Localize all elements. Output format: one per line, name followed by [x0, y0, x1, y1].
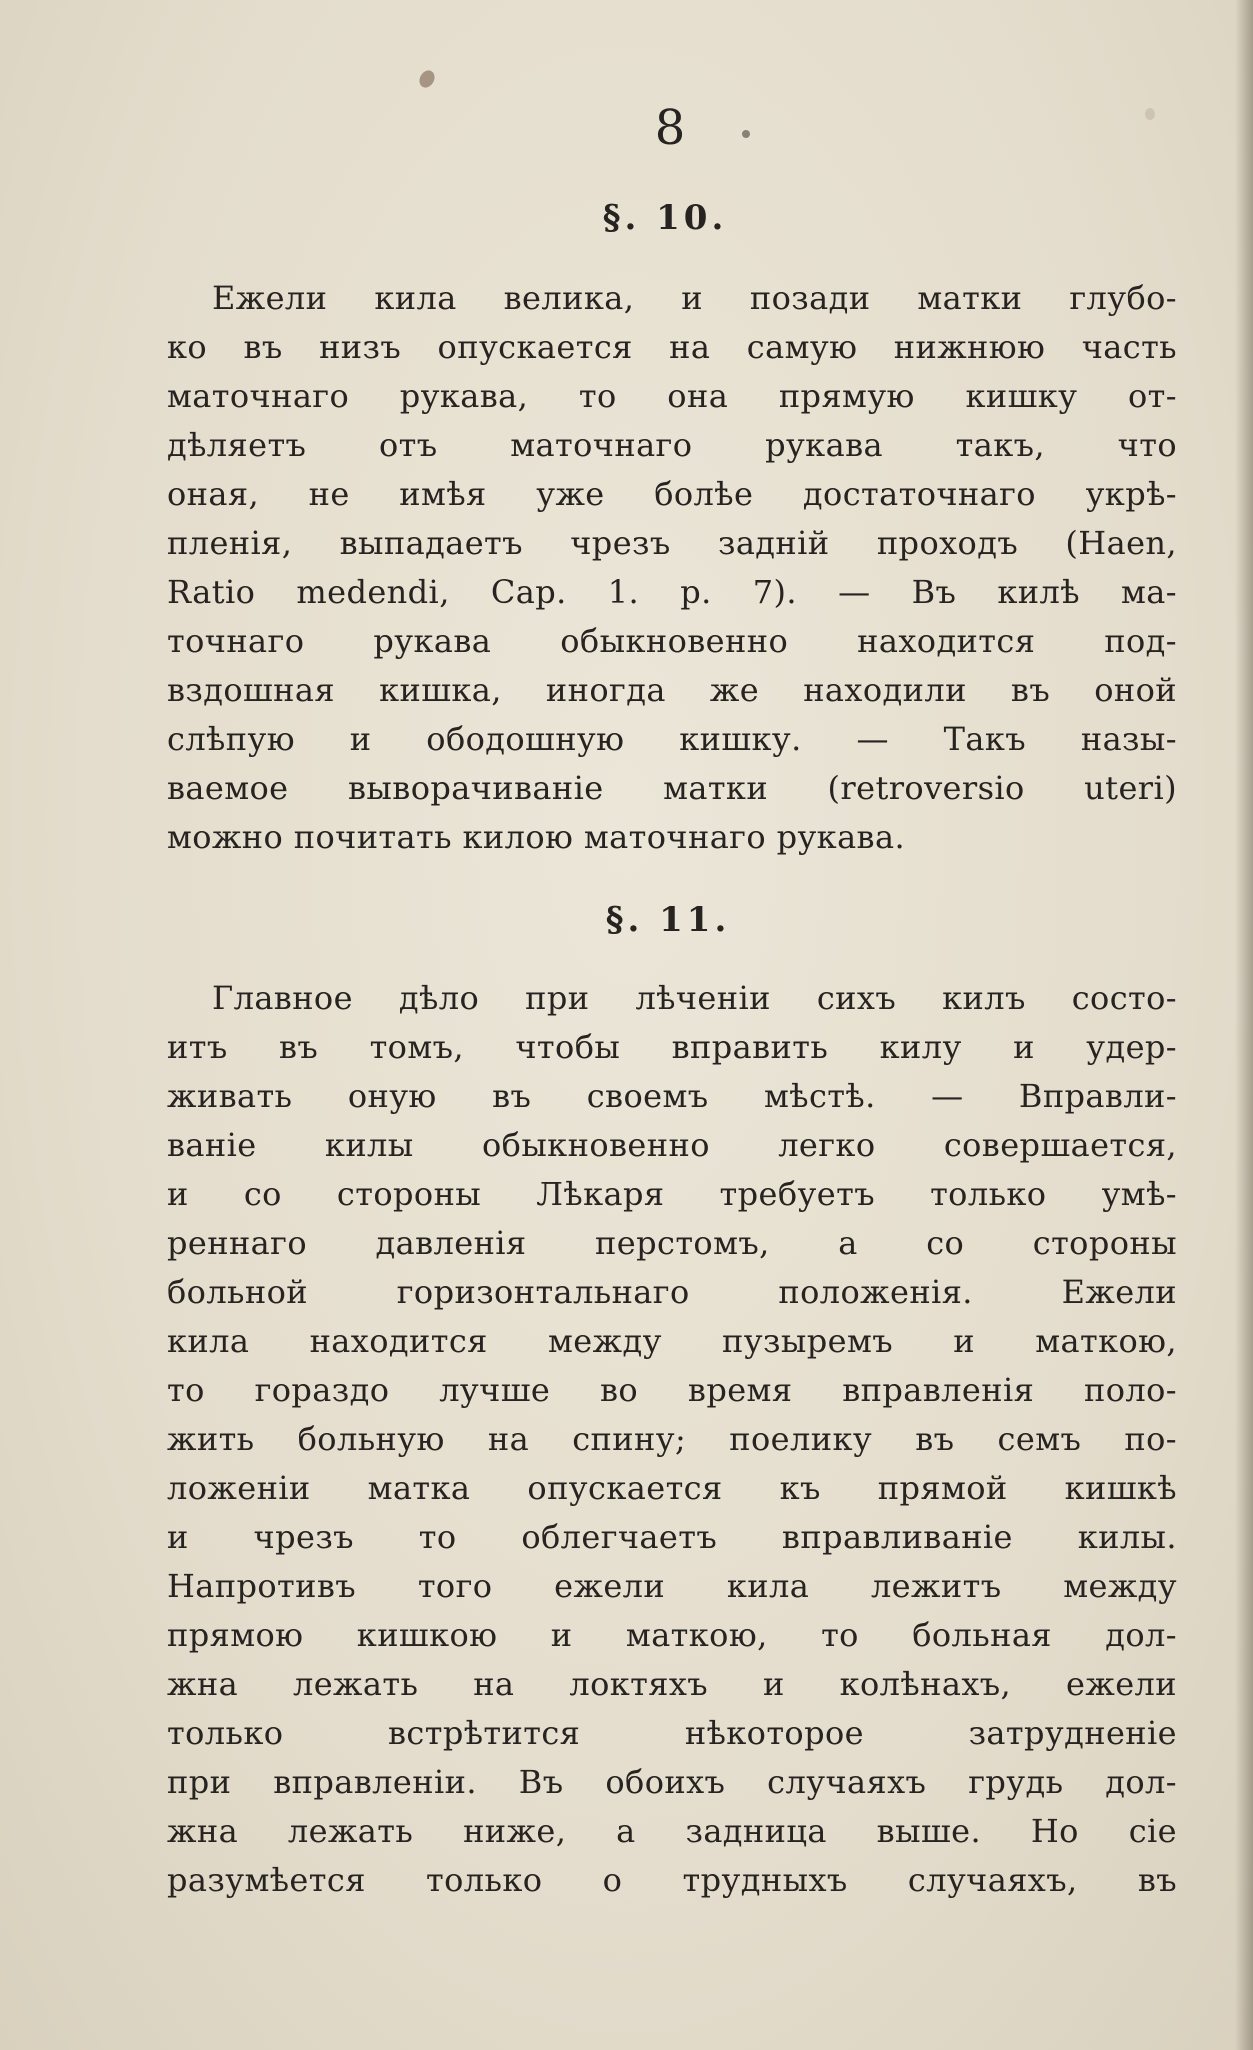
paper-stain	[1145, 108, 1155, 120]
text-line: кила находится между пузыремъ и маткою,	[167, 1322, 1177, 1360]
paper-stain	[742, 130, 750, 138]
text-line: Главное дѣло при лѣченіи сихъ килъ состо-	[212, 979, 1177, 1017]
text-line: ко въ низъ опускается на самую нижнюю часть	[167, 328, 1177, 366]
text-line: дѣляетъ отъ маточнаго рукава такъ, что	[167, 426, 1177, 464]
text-line: и чрезъ то облегчаетъ вправливаніе килы.	[167, 1518, 1177, 1556]
text-line: живать оную въ своемъ мѣстѣ. — Вправли-	[167, 1077, 1177, 1115]
text-line: то гораздо лучше во время вправленія поло-	[167, 1371, 1177, 1409]
text-line: Напротивъ того ежели кила лежитъ между	[167, 1567, 1177, 1605]
text-line: больной горизонтальнаго положенія. Ежели	[167, 1273, 1177, 1311]
text-line: можно почитать килою маточнаго рукава.	[167, 818, 906, 856]
text-line: жна лежать ниже, а задница выше. Но сіе	[167, 1812, 1177, 1850]
text-line: пленія, выпадаетъ чрезъ задній проходъ (Haen,	[167, 524, 1177, 562]
text-line: прямою кишкою и маткою, то больная дол-	[167, 1616, 1177, 1654]
text-line: слѣпую и ободошную кишку. — Такъ назы-	[167, 720, 1177, 758]
paper-stain	[416, 68, 437, 91]
text-line: оная, не имѣя уже болѣе достаточнаго укрѣ-	[167, 475, 1177, 513]
text-line: точнаго рукава обыкновенно находится под-	[167, 622, 1177, 660]
text-line: Ratio medendi, Cap. 1. p. 7). — Въ килѣ ма-	[167, 573, 1177, 611]
text-line: при вправленіи. Въ обоихъ случаяхъ грудь дол-	[167, 1763, 1177, 1801]
text-line: ваніе килы обыкновенно легко совершается,	[167, 1126, 1177, 1164]
text-line: реннаго давленія перстомъ, а со стороны	[167, 1224, 1177, 1262]
text-line: Ежели кила велика, и позади матки глубо-	[212, 279, 1177, 317]
section-heading-10: §. 10.	[602, 198, 728, 238]
text-line: ваемое выворачиваніе матки (retroversio uteri)	[167, 769, 1177, 807]
text-line: разумѣется только о трудныхъ случаяхъ, въ	[167, 1861, 1177, 1899]
text-line: маточнаго рукава, то она прямую кишку от-	[167, 377, 1177, 415]
page-spine-shadow	[1235, 0, 1253, 2050]
text-line: только встрѣтится нѣкоторое затрудненіе	[167, 1714, 1177, 1752]
page-number: 8	[654, 100, 686, 156]
text-line: ложеніи матка опускается къ прямой кишкѣ	[167, 1469, 1177, 1507]
text-line: итъ въ томъ, чтобы вправить килу и удер-	[167, 1028, 1177, 1066]
section-heading-11: §. 11.	[605, 900, 731, 940]
text-line: вздошная кишка, иногда же находили въ оной	[167, 671, 1177, 709]
text-line: жить больную на спину; поелику въ семъ по-	[167, 1420, 1177, 1458]
text-line: жна лежать на локтяхъ и колѣнахъ, ежели	[167, 1665, 1177, 1703]
text-line: и со стороны Лѣкаря требуетъ только умѣ-	[167, 1175, 1177, 1213]
